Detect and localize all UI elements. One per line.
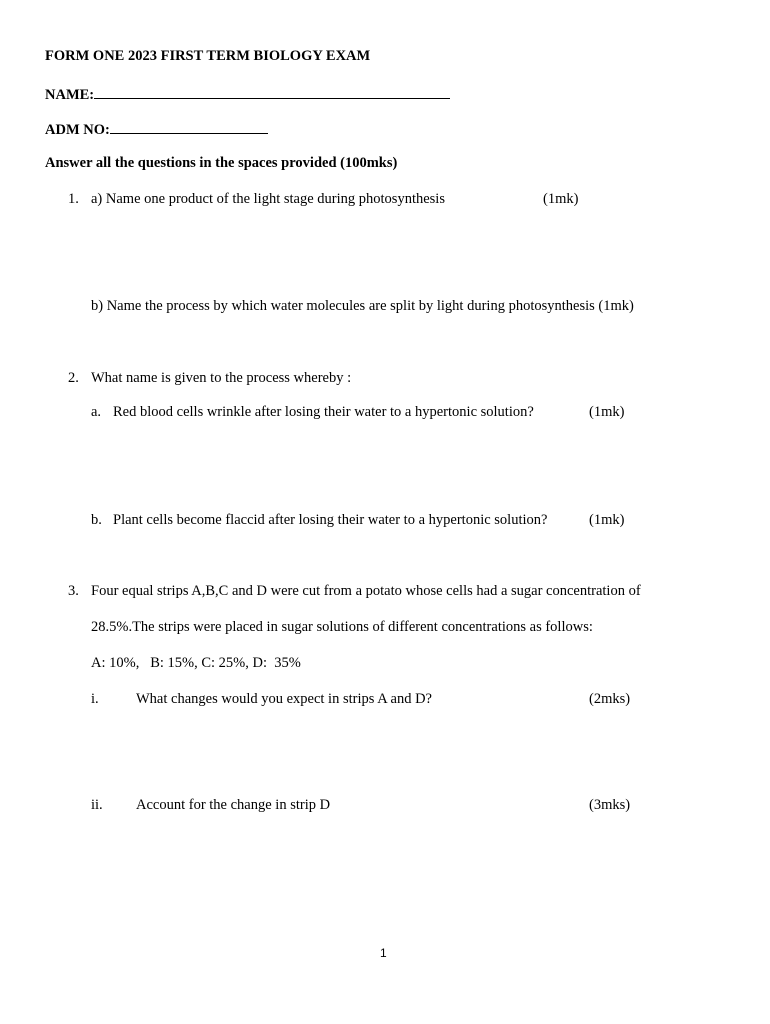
name-field — [45, 84, 450, 104]
q3i-marks: (2mks) — [589, 691, 631, 707]
q1-number: 1. — [68, 191, 79, 207]
q3ii-marks: (3mks) — [589, 797, 631, 813]
q3-line1: Four equal strips A,B,C and D were cut from a potato whose cells had a sugar concentration of — [91, 583, 641, 599]
q2b-label: b. — [91, 512, 102, 528]
q2-number: 2. — [68, 370, 79, 386]
q3-line2: 28.5%.The strips were placed in sugar solutions of different concentrations as follows: — [91, 619, 593, 635]
q2a-text: Red blood cells wrinkle after losing their water to a hypertonic solution? — [113, 404, 534, 420]
name-blank[interactable] — [94, 84, 450, 99]
page-number: 1 — [380, 946, 387, 960]
q1a-text: a) Name one product of the light stage during photosynthesis — [91, 191, 445, 207]
exam-title: FORM ONE 2023 FIRST TERM BIOLOGY EXAM — [45, 48, 371, 64]
q2a-label: a. — [91, 404, 102, 420]
q2-stem: What name is given to the process whereby : — [91, 370, 352, 386]
q3i-text: What changes would you expect in strips A and D? — [136, 691, 432, 707]
adm-label: ADM NO: — [45, 122, 110, 138]
q3-number: 3. — [68, 583, 79, 599]
q1b-text: b) Name the process by which water molecules are split by light during photosynthesis (1mk) — [91, 298, 634, 314]
q1a-marks: (1mk) — [543, 191, 579, 207]
q2a-marks: (1mk) — [589, 404, 625, 420]
name-label: NAME: — [45, 87, 95, 103]
q3i-label: i. — [91, 691, 99, 707]
q2b-marks: (1mk) — [589, 512, 625, 528]
adm-field — [45, 119, 268, 139]
q3ii-text: Account for the change in strip D — [136, 797, 331, 813]
instructions: Answer all the questions in the spaces provided (100mks) — [45, 155, 398, 171]
q3ii-label: ii. — [91, 797, 103, 813]
q3-concentrations: A: 10%, B: 15%, C: 25%, D: 35% — [91, 655, 301, 671]
q2b-text: Plant cells become flaccid after losing their water to a hypertonic solution? — [113, 512, 548, 528]
adm-blank[interactable] — [110, 119, 268, 134]
